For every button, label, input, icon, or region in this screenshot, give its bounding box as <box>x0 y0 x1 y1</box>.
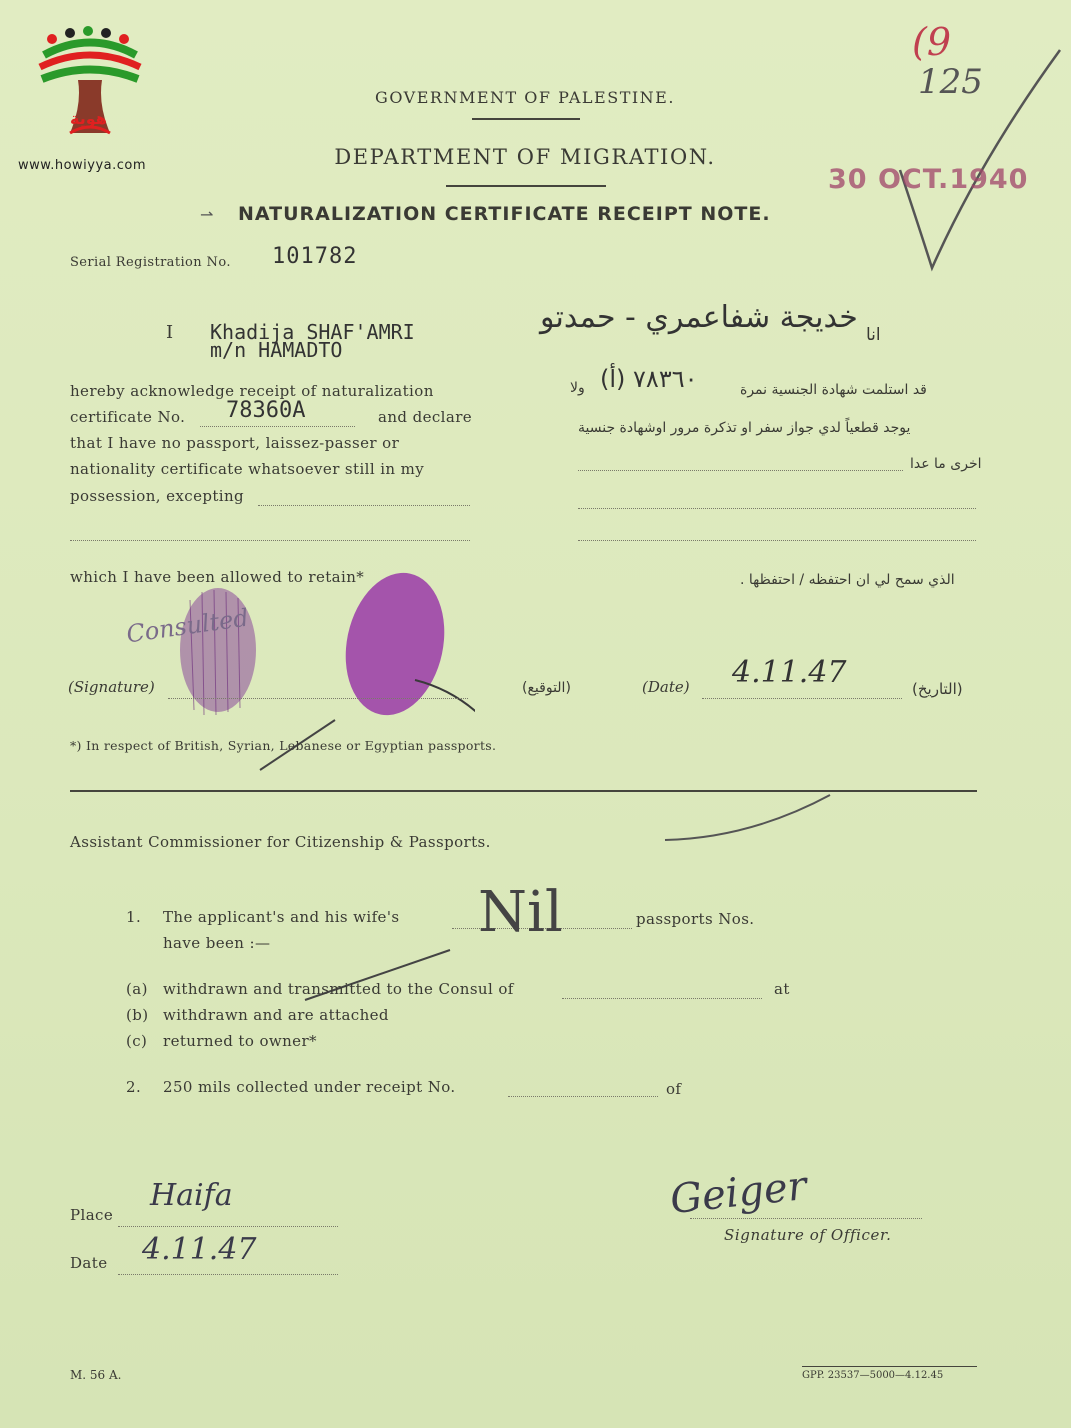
body-line-3: that I have no passport, laissez-passer or <box>70 434 400 452</box>
officer-dotline <box>690 1218 922 1219</box>
section-divider <box>70 790 977 792</box>
item-2-dotline <box>508 1096 658 1097</box>
excepting-dotline <box>258 505 470 506</box>
signature-label-arabic: (التوقيع) <box>522 680 571 696</box>
check-mark-icon <box>880 40 1070 280</box>
government-heading: GOVERNMENT OF PALESTINE. <box>375 88 675 107</box>
declarant-name-line-1: Khadija SHAF'AMRI <box>210 320 415 344</box>
excepting-dotline-2 <box>70 540 470 541</box>
declarant-prefix: I <box>166 322 174 343</box>
cert-no-dotline <box>200 426 355 427</box>
declarant-arabic-name: خديجة شفاعمري - حمدتو <box>540 300 858 335</box>
body-line-2a: certificate No. <box>70 408 186 426</box>
item-c-label: (c) <box>126 1032 148 1050</box>
signature-label: (Signature) <box>68 678 155 696</box>
body-line-5: possession, excepting <box>70 487 245 505</box>
place-dotline <box>118 1226 338 1227</box>
item-b-label: (b) <box>126 1006 149 1024</box>
serial-label: Serial Registration No. <box>70 255 231 270</box>
declarant-name-line-2: m/n HAMADTO <box>210 338 343 362</box>
place-value: Haifa <box>150 1178 233 1213</box>
footnote: *) In respect of British, Syrian, Lebanese or Egyptian passports. <box>70 738 497 753</box>
retain-arabic: الذي سمح لي ان احتفظه / احتفظها . <box>740 572 955 588</box>
item-a-label: (a) <box>126 980 148 998</box>
annotation-number-2: 125 <box>918 62 983 102</box>
howiyya-logo <box>30 25 160 155</box>
logo-arabic-text: هوية <box>70 109 107 128</box>
declarant-arabic-prefix: انا <box>866 325 881 345</box>
fingerprint-smudge-icon <box>170 580 270 720</box>
item-b-text: withdrawn and are attached <box>163 1006 389 1024</box>
header-divider-1 <box>472 118 580 120</box>
item-2-text: 250 mils collected under receipt No. <box>163 1078 456 1096</box>
arabic-dotline-3 <box>578 540 976 541</box>
body-line-2b: and declare <box>378 408 473 426</box>
tree-logo-icon <box>30 25 160 155</box>
signature-dotline <box>168 698 468 699</box>
arabic-dotline-2 <box>578 508 976 509</box>
retain-english: which I have been allowed to retain* <box>70 568 365 586</box>
item-1-tail: passports Nos. <box>636 910 755 928</box>
signature-handwriting: Consulted <box>124 603 251 649</box>
item-1-line-2: have been :— <box>163 934 271 952</box>
item-1-number: 1. <box>126 908 142 926</box>
date-label: (Date) <box>642 678 690 696</box>
serial-number: 101782 <box>272 244 358 269</box>
item-a-dotline <box>562 998 762 999</box>
document-title: NATURALIZATION CERTIFICATE RECEIPT NOTE. <box>238 203 771 225</box>
arabic-cert-number: ٧٨٣٦٠ (أ) <box>600 365 698 393</box>
arabic-dotline-1 <box>578 470 903 471</box>
date-value: 4.11.47 <box>732 655 847 690</box>
item-a-text: withdrawn and transmitted to the Consul of <box>163 980 514 998</box>
pen-stroke-icon <box>660 790 840 850</box>
department-heading: DEPARTMENT OF MIGRATION. <box>334 145 716 169</box>
arabic-line-3: اخرى ما عدا <box>910 456 982 472</box>
annotation-number-1: (9 <box>912 20 952 64</box>
form-number: M. 56 A. <box>70 1368 122 1382</box>
item-2-number: 2. <box>126 1078 142 1096</box>
certificate-number: 78360A <box>226 398 306 423</box>
date-dotline <box>702 698 902 699</box>
place-label: Place <box>70 1206 114 1224</box>
header-divider-2 <box>446 185 606 187</box>
footer-date-value: 4.11.47 <box>142 1232 257 1267</box>
item-a-tail: at <box>774 980 790 998</box>
print-reference: GPP. 23537—5000—4.12.45 <box>802 1370 944 1381</box>
body-line-4: nationality certificate whatsoever still in my <box>70 460 425 478</box>
arabic-line-1-tail: ولا <box>570 380 585 396</box>
officer-signature-label: Signature of Officer. <box>724 1226 892 1244</box>
footer-date-dotline <box>118 1274 338 1275</box>
arrow-mark-icon: ⇀ <box>200 205 214 224</box>
item-1-text: The applicant's and his wife's <box>163 908 400 926</box>
office-heading: Assistant Commissioner for Citizenship & Passports. <box>70 833 491 851</box>
footer-date-label: Date <box>70 1254 108 1272</box>
arabic-line-1: قد استلمت شهادة الجنسية نمرة <box>740 382 927 398</box>
item-2-tail: of <box>666 1080 682 1098</box>
item-1-handwritten: Nil <box>478 880 563 945</box>
item-c-text: returned to owner* <box>163 1032 317 1050</box>
logo-url[interactable]: www.howiyya.com <box>18 158 147 173</box>
received-date-stamp: 30 OCT.1940 <box>828 164 1029 195</box>
officer-signature: Geiger <box>667 1162 809 1224</box>
print-ref-line <box>802 1366 977 1367</box>
date-label-arabic: (التاريخ) <box>912 680 963 698</box>
fingerprint-thumb-icon <box>335 570 475 730</box>
arabic-line-2: يوجد قطعياً لدي جواز سفر او تذكرة مرور اوشهادة جنسية <box>578 420 911 436</box>
body-line-1: hereby acknowledge receipt of naturalization <box>70 382 434 400</box>
